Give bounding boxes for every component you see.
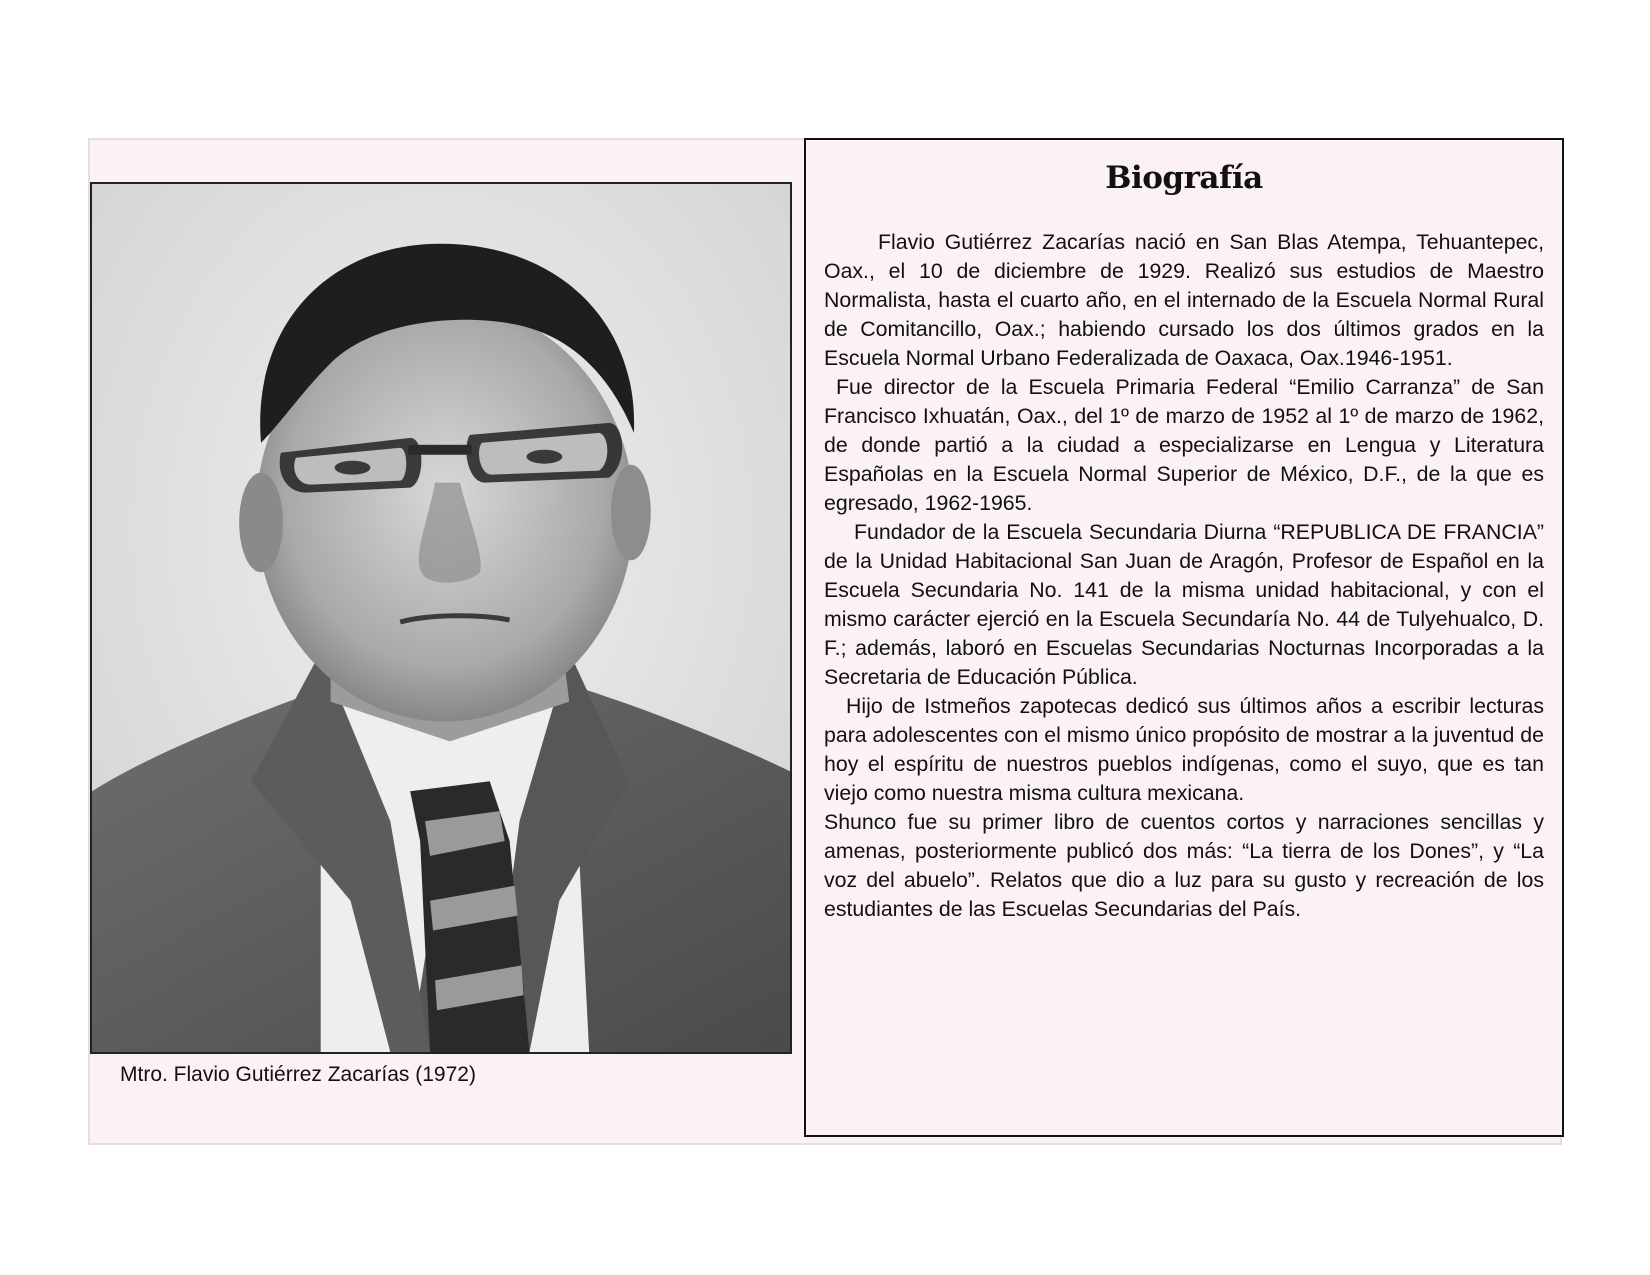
biography-text (824, 228, 1544, 924)
portrait-illustration (92, 184, 790, 1052)
biography-paragraph: Shunco fue su primer libro de cuentos cortos y narraciones sencillas y amenas, posteriormente publicó dos más: “La tierra de los Dones”, y “La voz del abuelo”. Relatos que dio a luz para su gusto y recreación de los estudiantes de las Escuelas Secundarias del País. (824, 810, 1544, 921)
biography-paragraph: Flavio Gutiérrez Zacarías nació en San Blas Atempa, Tehuantepec, Oax., el 10 de diciembre de 1929. Realizó sus estudios de Maestro Normalista, hasta el cuarto año, en el internado de la Escuela Normal Rural de Comitancillo, Oax.; habiendo cursado los dos últimos grados en la Escuela Normal Urbano Federalizada de Oaxaca, Oax.1946-1951. (824, 230, 1544, 370)
biography-box (804, 138, 1564, 1137)
biography-title: Biografía (1105, 160, 1263, 196)
biography-paragraph: Hijo de Istmeños zapotecas dedicó sus últimos años a escribir lecturas para adolescentes con el mismo único propósito de mostrar a la juventud de hoy el espíritu de nuestros pueblos indígenas, como el suyo, que es tan viejo como nuestra misma cultura mexicana. (824, 694, 1544, 805)
photo-caption: Mtro. Flavio Gutiérrez Zacarías (1972) (120, 1063, 476, 1086)
biography-paragraph: Fue director de la Escuela Primaria Federal “Emilio Carranza” de San Francisco Ixhuatán, Oax., del 1º de marzo de 1952 al 1º de marzo de 1962, de donde partió a la ciudad a especializarse en Lengua y Literatura Españolas en la Escuela Normal Superior de México, D.F., de la que es egresado, 1962-1965. (824, 375, 1544, 515)
biography-paragraph: Fundador de la Escuela Secundaria Diurna “REPUBLICA DE FRANCIA” de la Unidad Habitacional San Juan de Aragón, Profesor de Español en la Escuela Secundaria No. 141 de la misma unidad habitacional, y con el mismo carácter ejerció en la Escuela Secundaría No. 44 de Tulyehualco, D. F.; además, laboró en Escuelas Secundarias Nocturnas Incorporadas a la Secretaria de Educación Pública. (824, 520, 1544, 689)
portrait-photo (90, 182, 792, 1054)
